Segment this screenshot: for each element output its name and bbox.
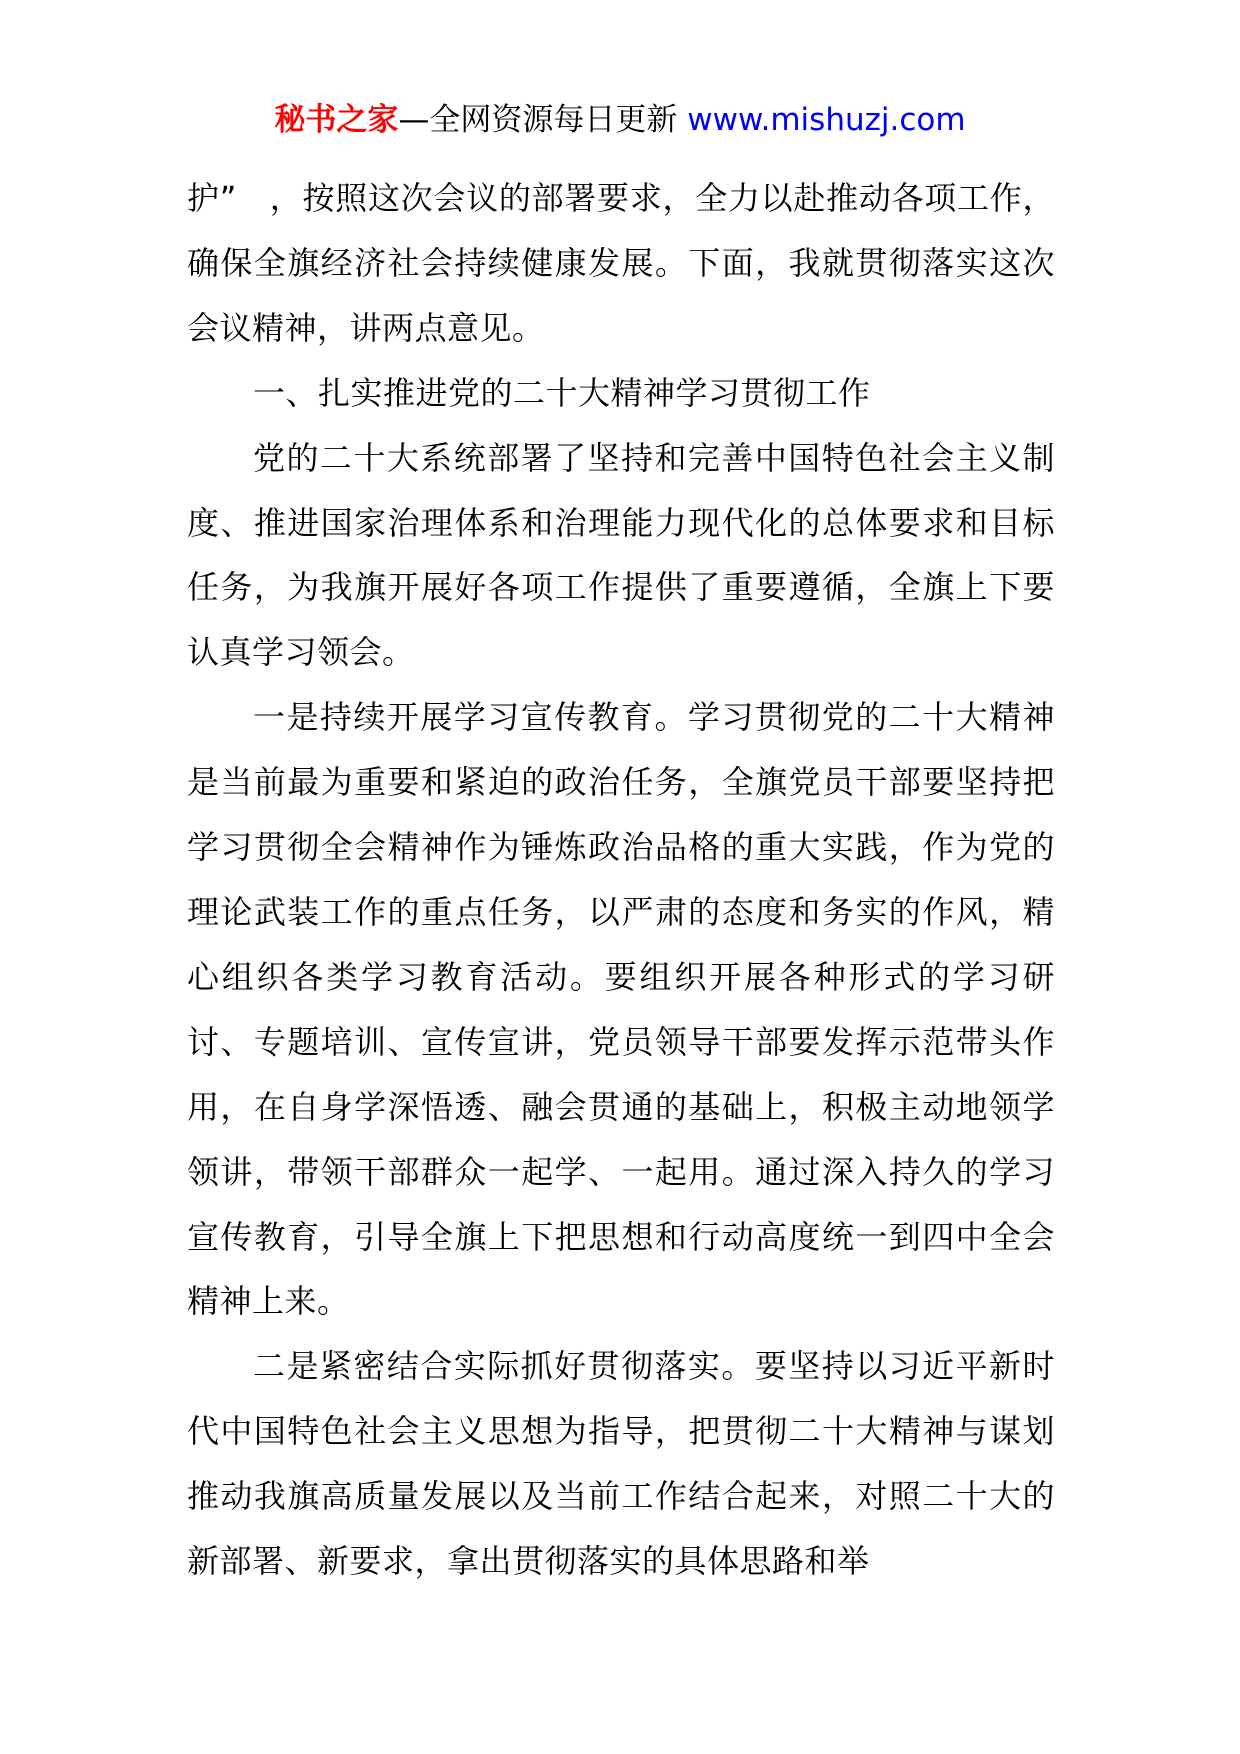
- section-heading: 一、扎实推进党的二十大精神学习贯彻工作: [253, 373, 871, 412]
- paragraph: 党的二十大系统部署了坚持和完善中国特色社会主义制度、推进国家治理体系和治理能力现代化的总体要求和目标任务，为我旗开展好各项工作提供了重要遵循，全旗上下要认真学习领会。: [187, 438, 1055, 672]
- brand-name: 秘书之家: [274, 102, 399, 138]
- site-url-link[interactable]: www.mishuzj.com: [687, 102, 966, 138]
- paragraph-continuation: 护” ，按照这次会议的部署要求，全力以赴推动各项工作，确保全旗经济社会持续健康发展。下面，我就贯彻落实这次会议精神，讲两点意见。: [187, 179, 1055, 347]
- paragraph: 二是紧密结合实际抓好贯彻落实。要坚持以习近平新时代中国特色社会主义思想为指导，把贯彻二十大精神与谋划推动我旗高质量发展以及当前工作结合起来，对照二十大的新部署、新要求，拿出贯彻落实的具体思路和举: [187, 1347, 1055, 1581]
- document-body: [187, 166, 1055, 1594]
- paragraph: 一是持续开展学习宣传教育。学习贯彻党的二十大精神是当前最为重要和紧迫的政治任务，全旗党员干部要坚持把学习贯彻全会精神作为锤炼政治品格的重大实践，作为党的理论武装工作的重点任务，以严肃的态度和务实的作风，精心组织各类学习教育活动。要组织开展各种形式的学习研讨、专题培训、宣传宣讲，党员领导干部要发挥示范带头作用，在自身学深悟透、融会贯通的基础上，积极主动地领学领讲，带领干部群众一起学、一起用。通过深入持久的学习宣传教育，引导全旗上下把思想和行动高度统一到四中全会精神上来。: [187, 698, 1055, 1321]
- site-header: [0, 100, 1240, 140]
- header-slogan: —全网资源每日更新: [398, 102, 688, 138]
